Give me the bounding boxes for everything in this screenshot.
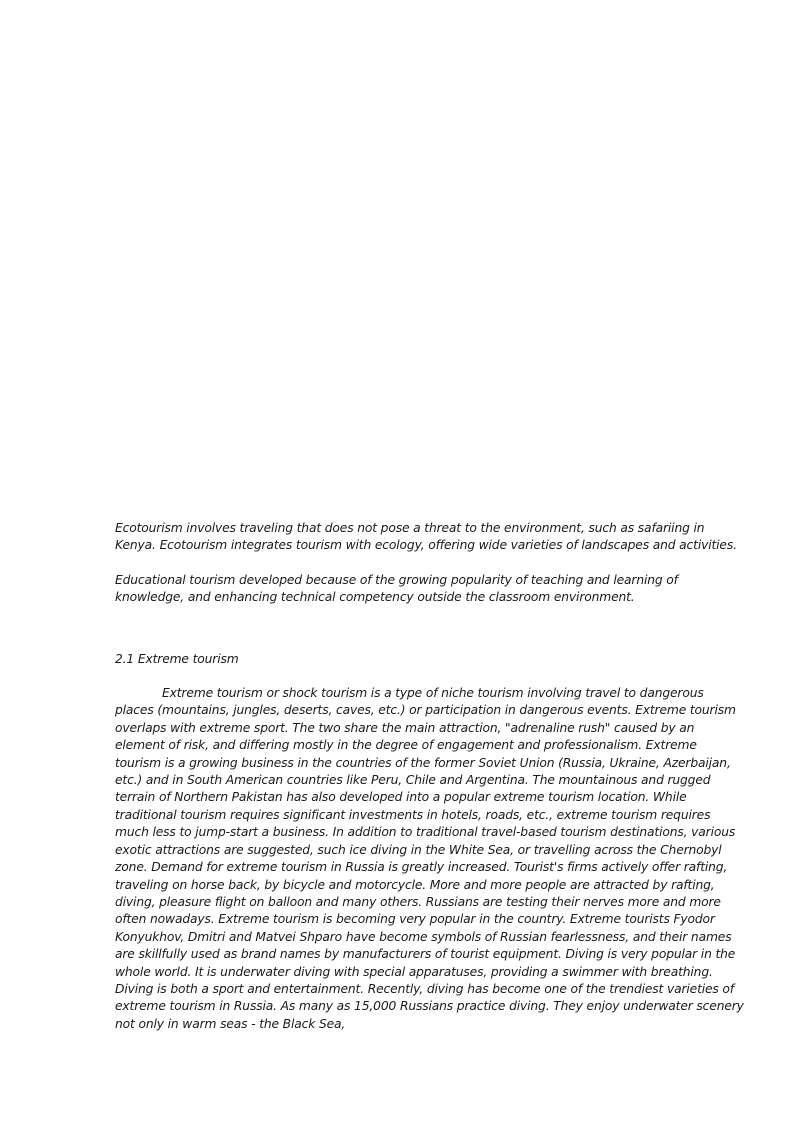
paragraph-ecotourism: Ecotourism involves traveling that does not pose a threat to the environment, such as safariing in Kenya. Ecotourism integrates tourism with ecology, offering wide varieties of landscapes and activities.	[115, 521, 737, 553]
paragraph-extreme-tourism: Extreme tourism or shock tourism is a type of niche tourism involving travel to dangerous places (mountains, jungles, deserts, caves, etc.) or participation in dangerous events. Extreme tourism overlaps with extreme sport. The two share the main attraction, "adrenaline rush" caused by an element of risk, and differing mostly in the degree of engagement and professionalism. Extreme tourism is a growing business in the countries of the former Soviet Union (Russia, Ukraine, Azerbaijan, etc.) and in South American countries like Peru, Chile and Argentina. The mountainous and rugged terrain of Northern Pakistan has also developed into a popular extreme tourism location. While traditional tourism requires significant investments in hotels, roads, etc., extreme tourism requires much less to jump-start a business. In addition to traditional travel-based tourism destinations, various exotic attractions are suggested, such ice diving in the White Sea, or travelling across the Chernobyl zone. Demand for extreme tourism in Russia is greatly increased. Tourist's firms actively offer rafting, traveling on horse back, by bicycle and motorcycle. More and more people are attracted by rafting, diving, pleasure flight on balloon and many others. Russians are testing their nerves more and more often nowadays. Extreme tourism is becoming very popular in the country. Extreme tourists Fyodor Konyukhov, Dmitri and Matvei Shparo have become symbols of Russian fearlessness, and their names are skillfully used as brand names by manufacturers of tourist equipment. Diving is very popular in the whole world. It is underwater diving with special apparatuses, providing a swimmer with breathing. Diving is both a sport and entertainment. Recently, diving has become one of the trendiest varieties of extreme tourism in Russia. As many as 15,000 Russians practice diving. They enjoy underwater scenery not only in warm seas - the Black Sea,	[115, 686, 744, 1031]
paragraph-educational-tourism: Educational tourism developed because of the growing popularity of teaching and learning of knowledge, and enhancing technical competency outside the classroom environment.	[115, 572, 678, 605]
section-heading: 2.1 Extreme tourism	[115, 651, 239, 666]
document-body	[115, 520, 745, 1033]
